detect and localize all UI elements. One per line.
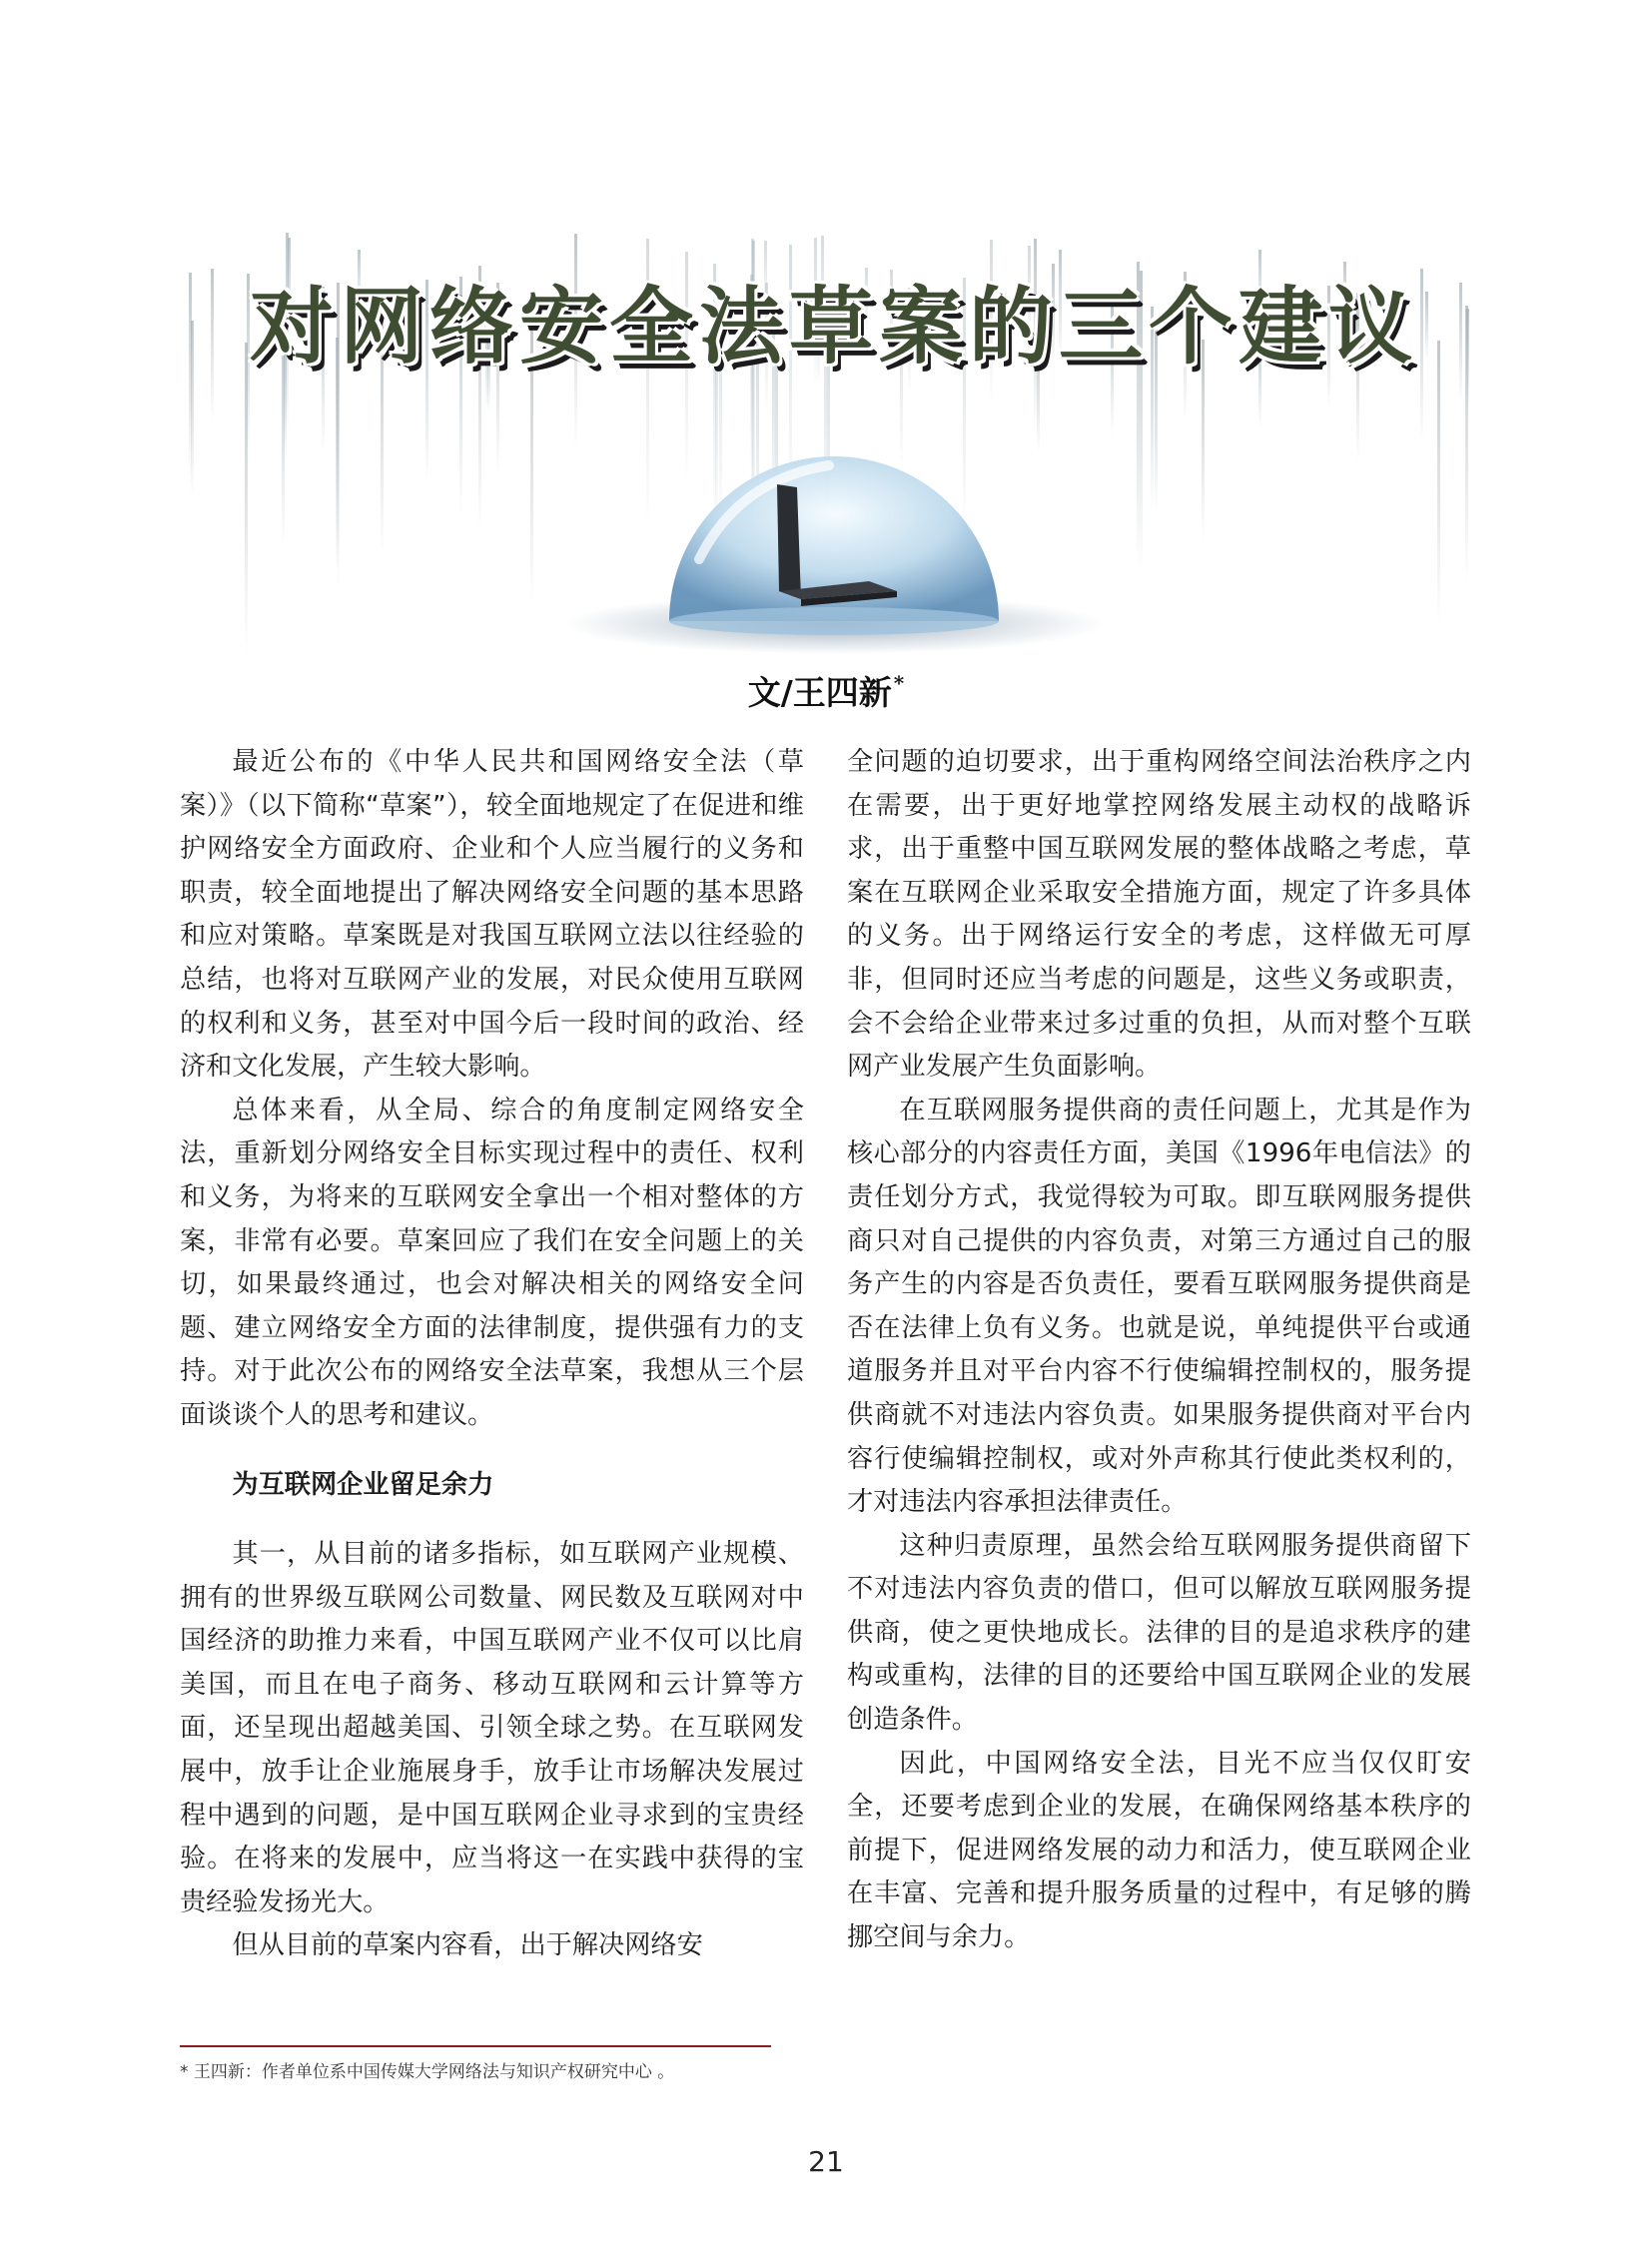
paragraph: 其一，从目前的诸多指标，如互联网产业规模、拥有的世界级互联网公司数量、网民数及互联网对中国经济的助推力来看，中国互联网产业不仅可以比肩美国，而且在电子商务、移动互联网和云计算等方面，还呈现出超越美国、引领全球之势。在互联网发展中，放手让企业施展身手，放手让市场解决发展过程中遇到的问题，是中国互联网企业寻求到的宝贵经验。在将来的发展中，应当将这一在实践中获得的宝贵经验发扬光大。 <box>180 1539 804 1917</box>
section-heading: 为互联网企业留足余力 <box>232 1469 494 1500</box>
footnote: * 王四新：作者单位系中国传媒大学网络法与知识产权研究中心 。 <box>180 2062 675 2082</box>
paragraph: 这种归责原理，虽然会给互联网服务提供商留下不对违法内容负责的借口，但可以解放互联网服务提供商，使之更快地成长。法律的目的是追求秩序的建构或重构，法律的目的还要给中国互联网企业的发展创造条件。 <box>847 1530 1471 1736</box>
header-illustration <box>180 230 1488 679</box>
paragraph: 在互联网服务提供商的责任问题上，尤其是作为核心部分的内容责任方面，美国《1996年电信法》的责任划分方式，我觉得较为可取。即互联网服务提供商只对自己提供的内容负责，对第三方通过自己的服务产生的内容是否负责任，要看互联网服务提供商是否在法律上负有义务。也就是说，单纯提供平台或通道服务并且对平台内容不行使编辑控制权的，服务提供商就不对违法内容负责。如果服务提供商对平台内容行使编辑控制权，或对外声称其行使此类权利的，才对违法内容承担法律责任。 <box>847 1095 1471 1518</box>
page-number: 21 <box>808 2145 844 2178</box>
article-title: 对网络安全法草案的三个建议 <box>249 278 1418 375</box>
paragraph: 因此，中国网络安全法，目光不应当仅仅盯安全，还要考虑到企业的发展，在确保网络基本秩序的前提下，促进网络发展的动力和活力，使互联网企业在丰富、完善和提升服务质量的过程中，有足够的腾挪空间与余力。 <box>847 1748 1471 1953</box>
left-column <box>180 741 804 1968</box>
footnote-marker: * <box>893 671 905 695</box>
paragraph-continued: 全问题的迫切要求，出于重构网络空间法治秩序之内在需要，出于更好地掌控网络发展主动权的战略诉求，出于重整中国互联网发展的整体战略之考虑，草案在互联网企业采取安全措施方面，规定了许多具体的义务。出于网络运行安全的考虑，这样做无可厚非，但同时还应当考虑的问题是，这些义务或职责，会不会给企业带来过多过重的负担，从而对整个互联网产业发展产生负面影响。 <box>847 747 1471 1083</box>
paragraph: 总体来看，从全局、综合的角度制定网络安全法，重新划分网络安全目标实现过程中的责任、权利和义务，为将来的互联网安全拿出一个相对整体的方案，非常有必要。草案回应了我们在安全问题上的关切，如果最终通过，也会对解决相关的网络安全问题、建立网络安全方面的法律制度，提供强有力的支持。对于此次公布的网络安全法草案，我想从三个层面谈谈个人的思考和建议。 <box>180 1095 804 1430</box>
right-column <box>847 741 1471 1960</box>
paragraph: 最近公布的《中华人民共和国网络安全法（草案）》（以下简称“草案”），较全面地规定了在促进和维护网络安全方面政府、企业和个人应当履行的义务和职责，较全面地提出了解决网络安全问题的基本思路和应对策略。草案既是对我国互联网立法以往经验的总结，也将对互联网产业的发展，对民众使用互联网的权利和义务，甚至对中国今后一段时间的政治、经济和文化发展，产生较大影响。 <box>180 747 804 1083</box>
author-byline <box>0 667 1652 714</box>
paragraph: 但从目前的草案内容看，出于解决网络安 <box>232 1930 703 1961</box>
code-rain-streak <box>1437 341 1440 624</box>
footnote-divider <box>180 2045 771 2047</box>
author-name: 文/王四新 <box>747 673 892 712</box>
